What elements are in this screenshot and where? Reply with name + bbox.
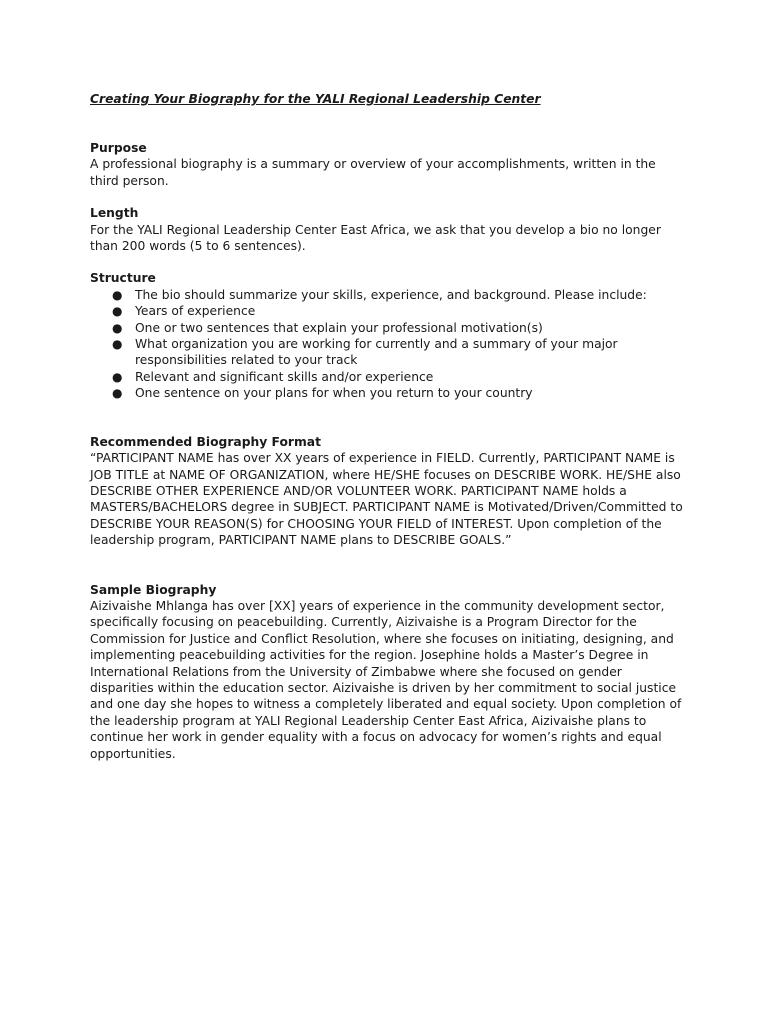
spacer	[90, 189, 686, 205]
list-item-text: Years of experience	[135, 304, 256, 319]
spacer	[90, 549, 686, 582]
list-item	[90, 287, 686, 303]
bullet-icon: ●	[112, 304, 123, 319]
purpose-section	[90, 140, 686, 189]
purpose-heading: Purpose	[90, 141, 147, 155]
bullet-icon: ●	[112, 320, 123, 335]
format-section	[90, 434, 686, 549]
document-title: Creating Your Biography for the YALI Regional Leadership Center	[90, 92, 541, 106]
spacer	[90, 402, 686, 434]
spacer	[90, 109, 686, 140]
format-heading: Recommended Biography Format	[90, 434, 321, 449]
structure-heading: Structure	[90, 271, 156, 286]
bullet-icon: ●	[112, 287, 123, 302]
sample-section	[90, 582, 686, 762]
list-item	[90, 336, 686, 369]
list-item-text: One sentence on your plans for when you return to your country	[135, 386, 533, 401]
purpose-text: A professional biography is a summary or overview of your accomplishments, written in the third person.	[90, 157, 656, 188]
length-text: For the YALI Regional Leadership Center East Africa, we ask that you develop a bio no longer than 200 words (5 to 6 sentences).	[90, 222, 661, 254]
sample-heading: Sample Biography	[90, 582, 217, 597]
list-item-text: One or two sentences that explain your professional motivation(s)	[135, 320, 543, 335]
bullet-icon: ●	[112, 369, 123, 384]
structure-list	[90, 287, 686, 402]
list-item-text: What organization you are working for currently and a summary of your major responsibilities related to your track	[135, 337, 618, 368]
list-item	[90, 303, 686, 319]
format-text: “PARTICIPANT NAME has over XX years of experience in FIELD. Currently, PARTICIPANT NAME is JOB TITLE at NAME OF ORGANIZATION, where HE/SHE focuses on DESCRIBE WORK. HE/SHE also DESCRIBE OTHER EXPERIENCE AND/OR VOLUNTEER WORK. PARTICIPANT NAME holds a MASTERS/BACHELORS degree in SUBJECT. PARTICIPANT NAME is Motivated/Driven/Committed to DESCRIBE YOUR REASON(S) for CHOOSING YOUR FIELD of INTEREST. Upon completion of the leadership program, PARTICIPANT NAME plans to DESCRIBE GOALS.”	[90, 451, 683, 548]
list-item	[90, 385, 686, 401]
list-item-text: Relevant and significant skills and/or experience	[135, 369, 434, 384]
sample-text: Aizivaishe Mhlanga has over [XX] years of experience in the community development sector, specifically focusing on peacebuilding. Currently, Aizivaishe is a Program Director for the Commission for Justice and Conflict Resolution, where she focuses on initiating, designing, and implementing peacebuilding activities for the region. Josephine holds a Master’s Degree in International Relations from the University of Zimbabwe where she focused on gender disparities within the education sector. Aizivaishe is driven by her commitment to social justice and one day she hopes to witness a completely liberated and equal society. Upon completion of the leadership program at YALI Regional Leadership Center East Africa, Aizivaishe plans to continue her work in gender equality with a focus on advocacy for women’s rights and equal opportunities.	[90, 598, 682, 761]
spacer	[90, 254, 686, 270]
list-item	[90, 369, 686, 385]
document-page	[90, 91, 686, 762]
structure-section	[90, 270, 686, 401]
list-item	[90, 320, 686, 336]
length-heading: Length	[90, 206, 139, 221]
length-section	[90, 205, 686, 254]
bullet-icon: ●	[112, 386, 123, 401]
list-item-text: The bio should summarize your skills, experience, and background. Please include:	[135, 287, 647, 302]
bullet-icon: ●	[112, 337, 123, 352]
